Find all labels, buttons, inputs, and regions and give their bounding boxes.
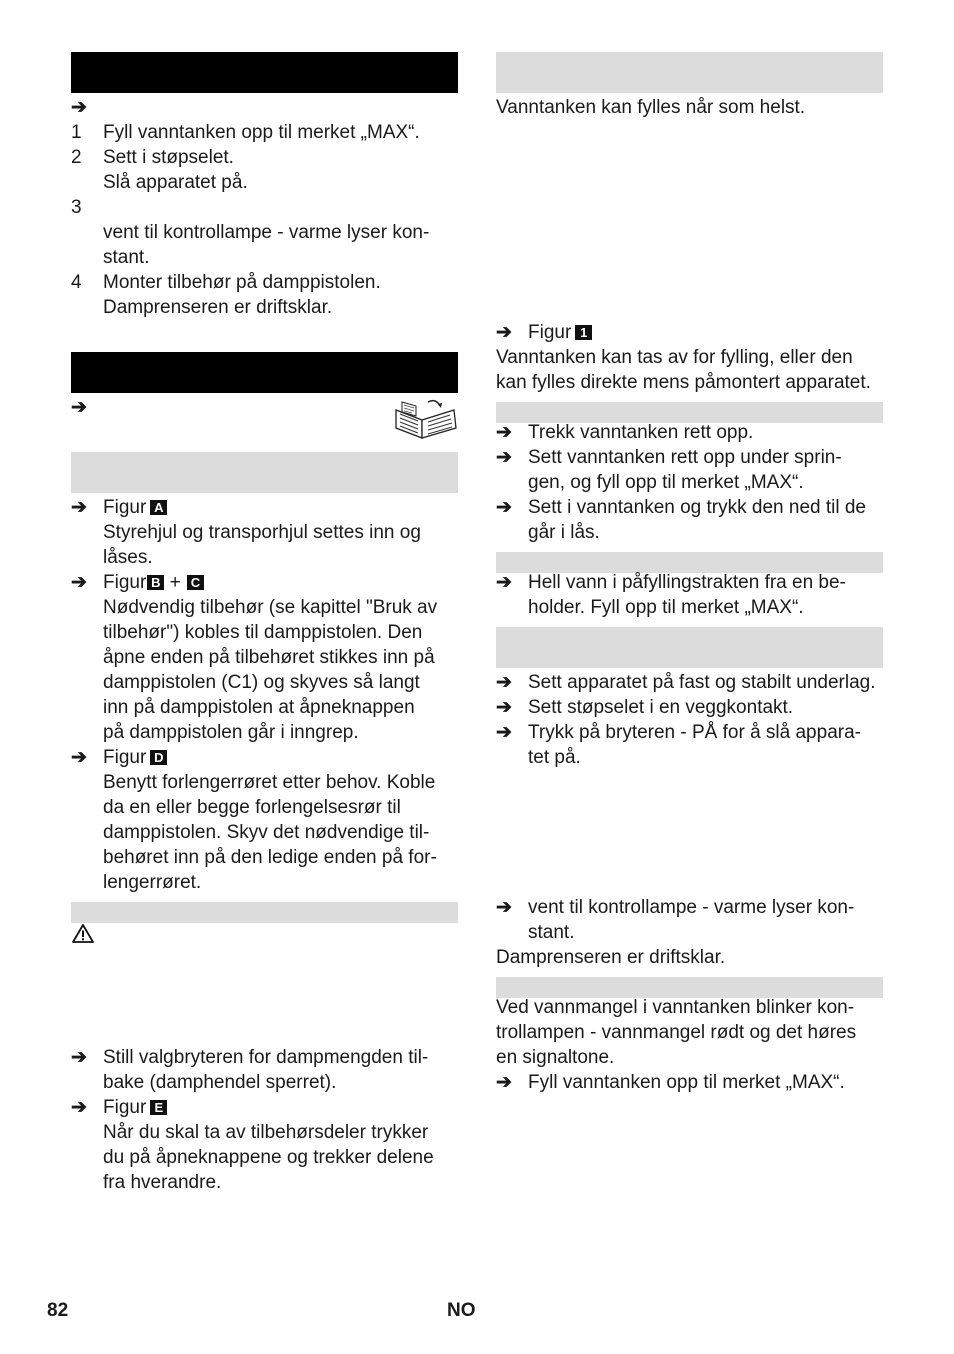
paragraph-line: damppistolen. Skyv det nødvendige til- xyxy=(103,822,430,843)
paragraph-line: tet på. xyxy=(528,747,581,768)
paragraph-line: Sett vanntanken rett opp under sprin- xyxy=(528,447,842,468)
step-text: vent til kontrollampe - varme lyser kon- xyxy=(103,222,430,243)
figure-ref xyxy=(103,1095,167,1120)
paragraph-line: åpne enden på tilbehøret stikkes inn på xyxy=(103,647,435,668)
arrow-right-icon: ➔ xyxy=(496,672,512,693)
subsection-header-bar xyxy=(71,452,458,493)
figure-ref xyxy=(103,745,167,770)
figure-badge: C xyxy=(187,575,204,590)
figure-badge: B xyxy=(147,575,164,590)
paragraph-line: inn på damppistolen at åpneknappen xyxy=(103,697,415,718)
paragraph-line: Når du skal ta av tilbehørsdeler trykker xyxy=(103,1122,429,1143)
paragraph-line: damppistolen (C1) og skyves så langt xyxy=(103,672,420,693)
paragraph-line: låses. xyxy=(103,547,153,568)
arrow-right-icon: ➔ xyxy=(71,97,87,118)
paragraph-line: du på åpneknappene og trekker delene xyxy=(103,1147,434,1168)
arrow-right-icon: ➔ xyxy=(496,722,512,743)
figure-label: Figur xyxy=(528,322,572,343)
paragraph-line: Vanntanken kan fylles når som helst. xyxy=(496,97,806,118)
figure-ref xyxy=(528,320,592,345)
figure-ref xyxy=(103,570,204,595)
paragraph-line: stant. xyxy=(528,922,575,943)
arrow-right-icon: ➔ xyxy=(496,697,512,718)
figure-label: Figur xyxy=(103,497,147,518)
open-manual-icon xyxy=(392,398,460,440)
paragraph-line: Trekk vanntanken rett opp. xyxy=(528,422,754,443)
figure-badge: A xyxy=(150,500,167,515)
paragraph-line: Sett apparatet på fast og stabilt underlag. xyxy=(528,672,876,693)
subsection-header-bar xyxy=(496,52,883,93)
paragraph-line: fra hverandre. xyxy=(103,1172,222,1193)
section-header-bar xyxy=(71,52,458,93)
paragraph-line: bake (damphendel sperret). xyxy=(103,1072,337,1093)
paragraph-line: da en eller begge forlengelsesrør til xyxy=(103,797,401,818)
paragraph-line: Damprenseren er driftsklar. xyxy=(496,947,726,968)
figure-ref xyxy=(103,495,167,520)
paragraph-line: trollampen - vannmangel rødt og det høres xyxy=(496,1022,857,1043)
arrow-right-icon: ➔ xyxy=(496,422,512,443)
arrow-right-icon: ➔ xyxy=(496,1072,512,1093)
paragraph-line: Benytt forlengerrøret etter behov. Koble xyxy=(103,772,436,793)
paragraph-line: går i lås. xyxy=(528,522,600,543)
subsection-header-bar xyxy=(71,902,458,923)
figure-label: Figur xyxy=(103,572,147,593)
arrow-right-icon: ➔ xyxy=(496,497,512,518)
paragraph-line: på damppistolen går i inngrep. xyxy=(103,722,359,743)
arrow-right-icon: ➔ xyxy=(71,497,87,518)
step-text: Fyll vanntanken opp til merket „MAX“. xyxy=(103,122,420,143)
paragraph-line: Sett i vanntanken og trykk den ned til de xyxy=(528,497,866,518)
paragraph-line: Nødvendig tilbehør (se kapittel "Bruk av xyxy=(103,597,438,618)
paragraph-line: lengerrøret. xyxy=(103,872,202,893)
paragraph-line: holder. Fyll opp til merket „MAX“. xyxy=(528,597,804,618)
paragraph-line: Vanntanken kan tas av for fylling, eller den xyxy=(496,347,853,368)
figure-label: Figur xyxy=(103,1097,147,1118)
paragraph-line: tilbehør") kobles til damppistolen. Den xyxy=(103,622,423,643)
warning-triangle-icon xyxy=(72,924,94,943)
paragraph-line: behøret inn på den ledige enden på for- xyxy=(103,847,437,868)
paragraph-line: Sett støpselet i en veggkontakt. xyxy=(528,697,794,718)
arrow-right-icon: ➔ xyxy=(496,447,512,468)
page-number: 82 xyxy=(47,1300,69,1321)
step-text: Monter tilbehør på damppistolen. xyxy=(103,272,381,293)
step-number: 1 xyxy=(71,122,82,143)
figure-badge: D xyxy=(150,750,167,765)
step-text: Damprenseren er driftsklar. xyxy=(103,297,333,318)
subsection-header-bar xyxy=(496,627,883,668)
arrow-right-icon: ➔ xyxy=(71,747,87,768)
figure-plus: + xyxy=(169,572,181,593)
step-text: Sett i støpselet. xyxy=(103,147,234,168)
paragraph-line: Ved vannmangel i vanntanken blinker kon- xyxy=(496,997,855,1018)
language-code: NO xyxy=(447,1300,476,1321)
step-number: 4 xyxy=(71,272,82,293)
paragraph-line: gen, og fyll opp til merket „MAX“. xyxy=(528,472,804,493)
paragraph-line: vent til kontrollampe - varme lyser kon- xyxy=(528,897,855,918)
arrow-right-icon: ➔ xyxy=(496,322,512,343)
figure-badge: E xyxy=(150,1100,167,1115)
paragraph-line: Fyll vanntanken opp til merket „MAX“. xyxy=(528,1072,845,1093)
step-text: Slå apparatet på. xyxy=(103,172,248,193)
paragraph-line: Trykk på bryteren - PÅ for å slå appara- xyxy=(528,722,861,743)
arrow-right-icon: ➔ xyxy=(71,1097,87,1118)
arrow-right-icon: ➔ xyxy=(71,1047,87,1068)
arrow-right-icon: ➔ xyxy=(71,397,87,418)
step-number: 2 xyxy=(71,147,82,168)
arrow-right-icon: ➔ xyxy=(71,572,87,593)
step-text: stant. xyxy=(103,247,150,268)
step-number: 3 xyxy=(71,197,82,218)
figure-label: Figur xyxy=(103,747,147,768)
section-header-bar xyxy=(71,352,458,393)
paragraph-line: Hell vann i påfyllingstrakten fra en be- xyxy=(528,572,846,593)
arrow-right-icon: ➔ xyxy=(496,572,512,593)
arrow-right-icon: ➔ xyxy=(496,897,512,918)
paragraph-line: Still valgbryteren for dampmengden til- xyxy=(103,1047,429,1068)
paragraph-line: kan fylles direkte mens påmontert apparatet. xyxy=(496,372,871,393)
paragraph-line: en signaltone. xyxy=(496,1047,615,1068)
figure-badge: 1 xyxy=(575,325,592,340)
paragraph-line: Styrehjul og transporhjul settes inn og xyxy=(103,522,421,543)
